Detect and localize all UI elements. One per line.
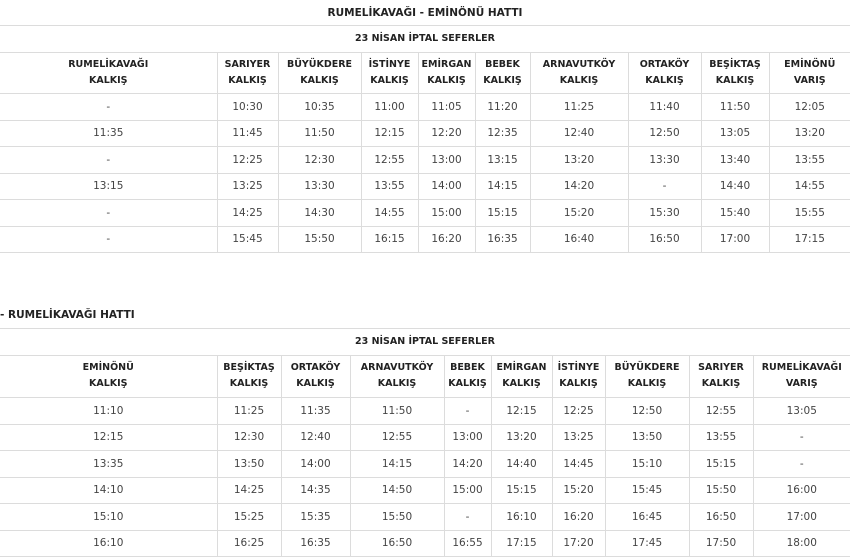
column-header: [552, 355, 605, 398]
column-header-line: BEBEK: [476, 57, 530, 73]
column-header: [217, 52, 278, 94]
time-cell: 15:30: [628, 200, 701, 227]
time-cell: 12:40: [530, 120, 628, 147]
time-cell: 15:00: [444, 477, 491, 504]
time-cell: 16:50: [689, 504, 753, 531]
time-cell: 16:20: [552, 504, 605, 531]
time-cell: 12:15: [0, 424, 217, 451]
time-cell: 14:25: [217, 200, 278, 227]
column-header: [217, 355, 281, 398]
time-cell: 16:45: [605, 504, 689, 531]
time-cell: 15:55: [769, 200, 850, 227]
time-cell: -: [0, 200, 217, 227]
column-header-line: KALKIŞ: [553, 376, 605, 392]
time-cell: 13:55: [689, 424, 753, 451]
time-cell: 13:25: [552, 424, 605, 451]
timetable-eminonu-rumelikavagi: [0, 355, 850, 557]
column-header-line: KALKIŞ: [476, 73, 530, 89]
time-cell: 12:40: [281, 424, 350, 451]
column-header-line: KALKIŞ: [419, 73, 475, 89]
column-header: [350, 355, 444, 398]
column-header-line: ARNAVUTKÖY: [351, 360, 444, 376]
time-cell: 16:35: [475, 226, 530, 253]
table-row: [0, 398, 850, 425]
time-cell: 12:15: [491, 398, 552, 425]
column-header-line: KALKIŞ: [218, 73, 278, 89]
time-cell: 15:00: [418, 200, 475, 227]
time-cell: 15:45: [605, 477, 689, 504]
time-cell: 17:50: [689, 530, 753, 557]
time-cell: 15:15: [689, 451, 753, 478]
time-cell: 11:00: [361, 94, 418, 121]
time-cell: 13:50: [217, 451, 281, 478]
time-cell: 11:35: [281, 398, 350, 425]
time-cell: 11:10: [0, 398, 217, 425]
table-row: [0, 477, 850, 504]
time-cell: 12:30: [217, 424, 281, 451]
table-row: [0, 451, 850, 478]
column-header-line: BEŞİKTAŞ: [218, 360, 281, 376]
table-row: [0, 173, 850, 200]
table-subtitle: 23 NİSAN İPTAL SEFERLER: [0, 33, 850, 44]
time-cell: 12:20: [418, 120, 475, 147]
time-cell: 15:10: [605, 451, 689, 478]
time-cell: -: [628, 173, 701, 200]
time-cell: 14:10: [0, 477, 217, 504]
time-cell: 15:15: [475, 200, 530, 227]
time-cell: 15:15: [491, 477, 552, 504]
time-cell: 12:55: [361, 147, 418, 174]
column-header-line: İSTİNYE: [553, 360, 605, 376]
time-cell: 17:15: [769, 226, 850, 253]
column-header-line: EMİRGAN: [419, 57, 475, 73]
time-cell: 13:20: [491, 424, 552, 451]
column-header: [628, 52, 701, 94]
column-header-line: VARIŞ: [770, 73, 850, 89]
time-cell: 11:25: [217, 398, 281, 425]
time-cell: 15:25: [217, 504, 281, 531]
column-header-line: KALKIŞ: [531, 73, 628, 89]
time-cell: 16:55: [444, 530, 491, 557]
column-header-line: VARIŞ: [754, 376, 850, 392]
table-row: [0, 424, 850, 451]
time-cell: 11:05: [418, 94, 475, 121]
time-cell: 15:45: [217, 226, 278, 253]
time-cell: 13:05: [701, 120, 769, 147]
time-cell: 13:15: [475, 147, 530, 174]
column-header-line: KALKIŞ: [606, 376, 689, 392]
time-cell: 16:10: [0, 530, 217, 557]
column-header-line: ORTAKÖY: [282, 360, 350, 376]
time-cell: 14:55: [769, 173, 850, 200]
time-cell: 13:30: [278, 173, 361, 200]
time-cell: 14:20: [444, 451, 491, 478]
time-cell: 13:20: [769, 120, 850, 147]
column-header-line: KALKIŞ: [279, 73, 361, 89]
time-cell: 15:35: [281, 504, 350, 531]
column-header: [0, 355, 217, 398]
time-cell: -: [444, 398, 491, 425]
time-cell: 14:55: [361, 200, 418, 227]
column-header: [278, 52, 361, 94]
section-title-eminonu-rumelikavagi: - RUMELİKAVAĞI HATTI: [0, 309, 135, 321]
column-header-line: RUMELİKAVAĞI: [0, 57, 217, 73]
timetable-rumelikavagi-eminonu: [0, 52, 850, 253]
time-cell: 13:25: [217, 173, 278, 200]
divider: [0, 328, 850, 329]
time-cell: 16:35: [281, 530, 350, 557]
table-row: [0, 226, 850, 253]
time-cell: -: [444, 504, 491, 531]
time-cell: 14:35: [281, 477, 350, 504]
column-header-line: BEŞİKTAŞ: [702, 57, 769, 73]
time-cell: 16:10: [491, 504, 552, 531]
time-cell: 14:25: [217, 477, 281, 504]
time-cell: -: [753, 451, 850, 478]
time-cell: 14:50: [350, 477, 444, 504]
time-cell: 14:30: [278, 200, 361, 227]
table-row: [0, 94, 850, 121]
time-cell: 15:50: [689, 477, 753, 504]
time-cell: 10:30: [217, 94, 278, 121]
column-header: [530, 52, 628, 94]
time-cell: -: [0, 147, 217, 174]
time-cell: 14:15: [350, 451, 444, 478]
time-cell: 17:45: [605, 530, 689, 557]
time-cell: 17:20: [552, 530, 605, 557]
time-cell: 12:55: [350, 424, 444, 451]
column-header-line: KALKIŞ: [445, 376, 491, 392]
column-header: [418, 52, 475, 94]
column-header-line: BÜYÜKDERE: [279, 57, 361, 73]
time-cell: 12:25: [217, 147, 278, 174]
time-cell: 12:05: [769, 94, 850, 121]
column-header: [689, 355, 753, 398]
column-header: [769, 52, 850, 94]
time-cell: -: [0, 226, 217, 253]
column-header-line: KALKIŞ: [362, 73, 418, 89]
section-title-rumelikavagi-eminonu: RUMELİKAVAĞI - EMİNÖNÜ HATTI: [0, 7, 850, 19]
time-cell: 16:50: [350, 530, 444, 557]
column-header: [281, 355, 350, 398]
time-cell: 15:50: [278, 226, 361, 253]
time-cell: 12:15: [361, 120, 418, 147]
time-cell: 13:55: [769, 147, 850, 174]
time-cell: 11:25: [530, 94, 628, 121]
column-header: [753, 355, 850, 398]
time-cell: 16:50: [628, 226, 701, 253]
time-cell: 18:00: [753, 530, 850, 557]
time-cell: 17:00: [753, 504, 850, 531]
column-header: [605, 355, 689, 398]
column-header-line: ARNAVUTKÖY: [531, 57, 628, 73]
column-header-line: EMİRGAN: [492, 360, 552, 376]
time-cell: 15:40: [701, 200, 769, 227]
time-cell: 16:00: [753, 477, 850, 504]
column-header-line: SARIYER: [690, 360, 753, 376]
column-header-line: KALKIŞ: [351, 376, 444, 392]
time-cell: 16:25: [217, 530, 281, 557]
time-cell: -: [0, 94, 217, 121]
column-header-line: KALKIŞ: [282, 376, 350, 392]
time-cell: 14:45: [552, 451, 605, 478]
column-header-line: KALKIŞ: [690, 376, 753, 392]
time-cell: 11:45: [217, 120, 278, 147]
time-cell: 14:40: [491, 451, 552, 478]
table-row: [0, 147, 850, 174]
time-cell: 14:40: [701, 173, 769, 200]
table-row: [0, 530, 850, 557]
column-header: [444, 355, 491, 398]
time-cell: 11:35: [0, 120, 217, 147]
column-header-line: EMİNÖNÜ: [0, 360, 217, 376]
column-header-line: KALKIŞ: [0, 73, 217, 89]
time-cell: 13:00: [418, 147, 475, 174]
time-cell: 12:25: [552, 398, 605, 425]
column-header-line: KALKIŞ: [0, 376, 217, 392]
column-header-line: BEBEK: [445, 360, 491, 376]
column-header: [0, 52, 217, 94]
time-cell: 13:50: [605, 424, 689, 451]
table-row: [0, 504, 850, 531]
time-cell: 13:30: [628, 147, 701, 174]
time-cell: 14:15: [475, 173, 530, 200]
column-header-line: İSTİNYE: [362, 57, 418, 73]
time-cell: -: [753, 424, 850, 451]
time-cell: 12:50: [628, 120, 701, 147]
column-header-line: EMİNÖNÜ: [770, 57, 850, 73]
table-subtitle: 23 NİSAN İPTAL SEFERLER: [0, 336, 850, 347]
time-cell: 11:50: [278, 120, 361, 147]
time-cell: 13:40: [701, 147, 769, 174]
time-cell: 13:20: [530, 147, 628, 174]
column-header-line: RUMELİKAVAĞI: [754, 360, 850, 376]
column-header: [475, 52, 530, 94]
column-header-line: SARIYER: [218, 57, 278, 73]
time-cell: 12:50: [605, 398, 689, 425]
time-cell: 10:35: [278, 94, 361, 121]
column-header: [491, 355, 552, 398]
time-cell: 14:20: [530, 173, 628, 200]
time-cell: 17:15: [491, 530, 552, 557]
time-cell: 13:35: [0, 451, 217, 478]
column-header-line: KALKIŞ: [492, 376, 552, 392]
divider: [0, 25, 850, 26]
table-row: [0, 200, 850, 227]
time-cell: 15:20: [530, 200, 628, 227]
table-row: [0, 120, 850, 147]
time-cell: 13:55: [361, 173, 418, 200]
time-cell: 17:00: [701, 226, 769, 253]
time-cell: 15:50: [350, 504, 444, 531]
time-cell: 11:50: [350, 398, 444, 425]
time-cell: 13:00: [444, 424, 491, 451]
column-header-line: ORTAKÖY: [629, 57, 701, 73]
time-cell: 12:30: [278, 147, 361, 174]
time-cell: 14:00: [418, 173, 475, 200]
time-cell: 11:50: [701, 94, 769, 121]
column-header: [701, 52, 769, 94]
time-cell: 16:15: [361, 226, 418, 253]
time-cell: 15:10: [0, 504, 217, 531]
time-cell: 16:20: [418, 226, 475, 253]
column-header-line: KALKIŞ: [218, 376, 281, 392]
time-cell: 12:35: [475, 120, 530, 147]
column-header: [361, 52, 418, 94]
time-cell: 11:20: [475, 94, 530, 121]
time-cell: 14:00: [281, 451, 350, 478]
time-cell: 15:20: [552, 477, 605, 504]
time-cell: 11:40: [628, 94, 701, 121]
time-cell: 13:05: [753, 398, 850, 425]
time-cell: 12:55: [689, 398, 753, 425]
time-cell: 13:15: [0, 173, 217, 200]
column-header-line: BÜYÜKDERE: [606, 360, 689, 376]
column-header-line: KALKIŞ: [702, 73, 769, 89]
column-header-line: KALKIŞ: [629, 73, 701, 89]
time-cell: 16:40: [530, 226, 628, 253]
